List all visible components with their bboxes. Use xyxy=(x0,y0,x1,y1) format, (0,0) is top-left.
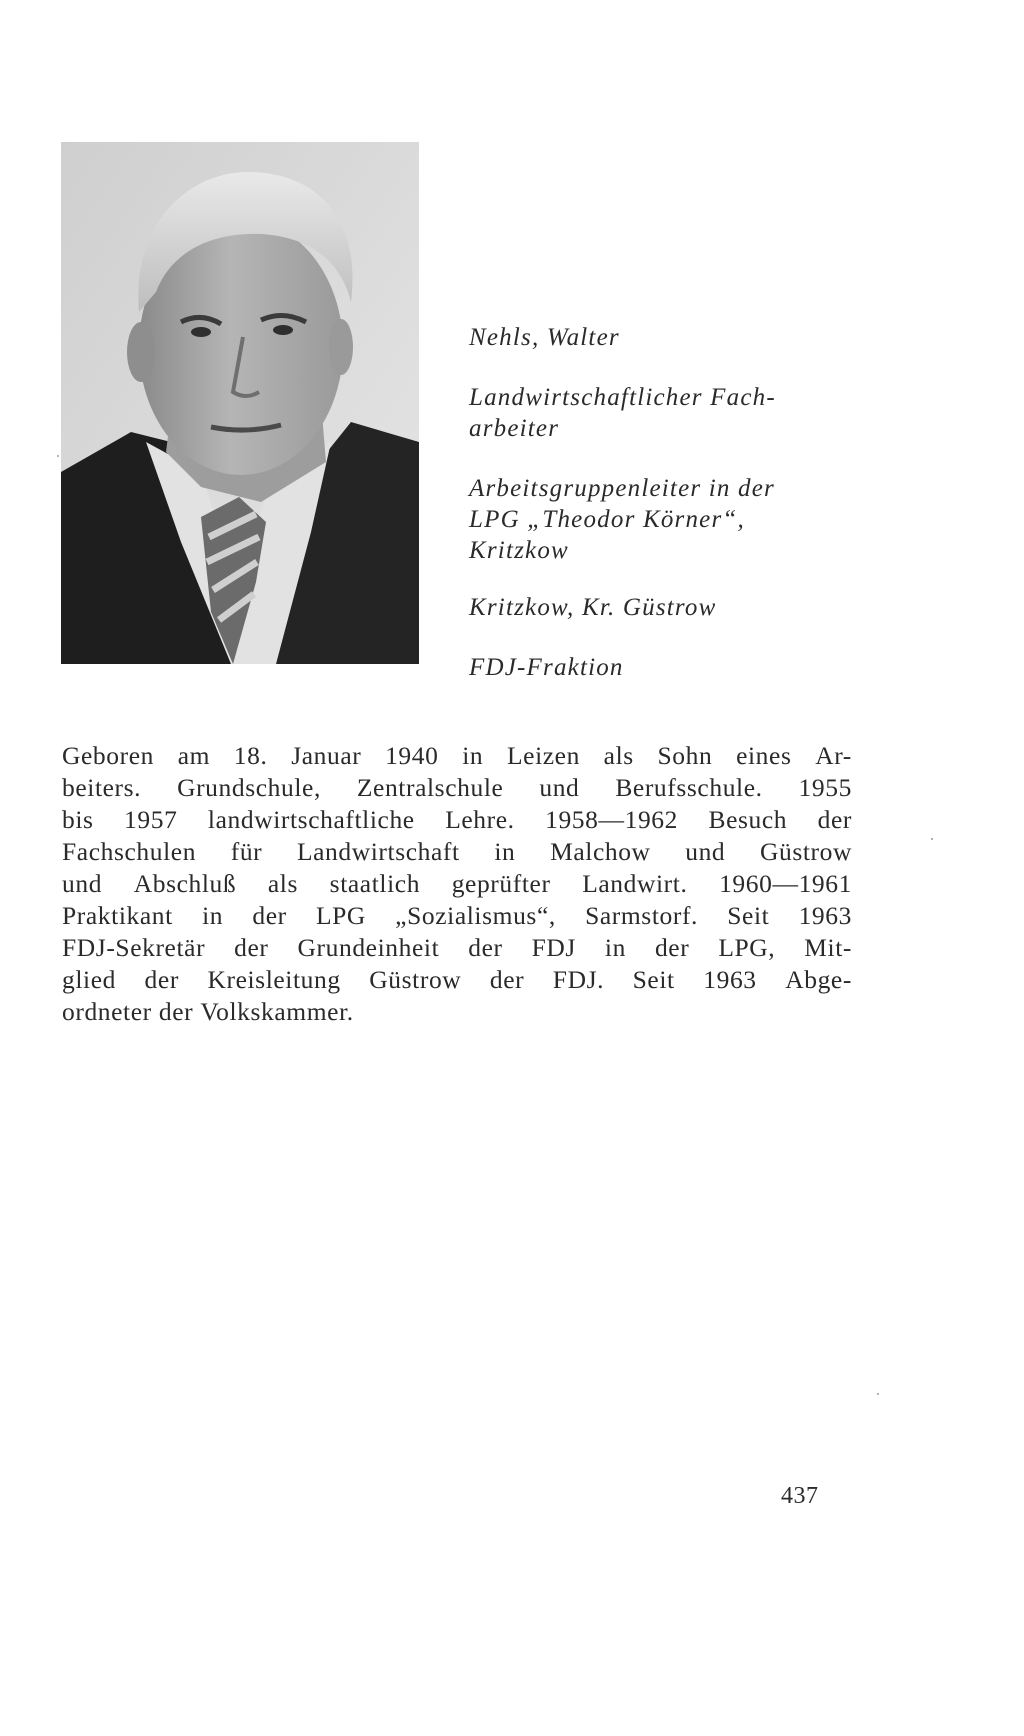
occupation-line: arbeiter xyxy=(469,415,560,442)
biography-word: 1958—1962 xyxy=(545,805,679,834)
scan-speck xyxy=(931,838,933,840)
biography-word: Leizen xyxy=(506,741,580,770)
biography-word: Malchow xyxy=(550,837,651,866)
biography-word: Landwirt. xyxy=(582,869,688,898)
biography-word: der xyxy=(144,965,179,994)
biography-word: Geboren xyxy=(62,741,154,770)
biography-word: Praktikant xyxy=(62,901,173,930)
biography-word: und xyxy=(539,773,580,802)
biography-line xyxy=(62,964,852,996)
residence: Kritzkow, Kr. Güstrow xyxy=(469,594,717,621)
biography-word: und xyxy=(685,837,726,866)
biography-word: 1960—1961 xyxy=(719,869,852,898)
position-line: Arbeitsgruppenleiter in der xyxy=(469,475,775,502)
biography-word: Grundschule, xyxy=(177,773,321,802)
job-position xyxy=(469,473,869,566)
biography-word: der xyxy=(252,901,287,930)
biography-word: 1963 xyxy=(703,965,757,994)
scan-speck xyxy=(877,1393,879,1395)
biography-word: Landwirtschaft xyxy=(296,837,460,866)
biography-word: ordneter xyxy=(62,997,152,1026)
biography-word: der xyxy=(468,933,503,962)
page-number: 437 xyxy=(781,1483,819,1509)
biography-word: 1957 xyxy=(124,805,178,834)
biography-line xyxy=(62,836,852,868)
biography-word: der xyxy=(654,933,690,962)
biography-word: FDJ-Sekretär xyxy=(62,933,206,962)
biography-word: LPG, xyxy=(718,933,776,962)
biography-word: Lehre. xyxy=(445,805,515,834)
biography-word: für xyxy=(230,837,263,866)
biography-word: am xyxy=(177,741,211,770)
biography-word: Januar xyxy=(291,741,362,770)
biography-word: Sohn xyxy=(657,741,713,770)
biography-word: Abschluß xyxy=(133,869,237,898)
biography-line xyxy=(62,772,852,804)
biography-line xyxy=(62,740,852,772)
biography-word: 18. xyxy=(233,741,268,770)
biography-word: in xyxy=(202,901,224,930)
occupation-line: Landwirtschaftlicher Fach- xyxy=(469,384,776,411)
biography-word: Güstrow xyxy=(369,965,462,994)
biography-word: Besuch xyxy=(708,805,788,834)
biography-word: Mit- xyxy=(804,933,852,962)
portrait-illustration xyxy=(61,142,419,664)
occupation xyxy=(469,382,869,444)
biography-line xyxy=(62,996,852,1028)
person-name: Nehls, Walter xyxy=(469,324,620,351)
portrait-photo xyxy=(61,142,419,664)
biography-word: und xyxy=(62,869,103,898)
biography-word: als xyxy=(267,869,299,898)
biography-word: 1940 xyxy=(385,741,439,770)
parliamentary-fraction: FDJ-Fraktion xyxy=(469,654,624,681)
biography-word: FDJ. xyxy=(552,965,605,994)
biography-word: bis xyxy=(62,805,94,834)
biography-word: der xyxy=(489,965,525,994)
biography-word: staatlich xyxy=(329,869,421,898)
biography-word: 1963 xyxy=(798,901,852,930)
biography-word: 1955 xyxy=(798,773,852,802)
biography-word: der xyxy=(158,997,194,1026)
biography-word: beiters. xyxy=(62,773,142,802)
biography-word: eines xyxy=(736,741,792,770)
caption-block xyxy=(469,322,869,683)
biography-word: Seit xyxy=(632,965,675,994)
biography-word: FDJ xyxy=(531,933,576,962)
biography-word: landwirtschaftliche xyxy=(207,805,415,834)
position-line: Kritzkow xyxy=(469,537,569,564)
biography-line xyxy=(62,932,852,964)
biography-word: Kreisleitung xyxy=(207,965,341,994)
biography-line xyxy=(62,868,852,900)
biography-word: in xyxy=(462,741,484,770)
biography-word: Sarmstorf. xyxy=(585,901,699,930)
position-line: LPG „Theodor Körner“, xyxy=(469,506,745,533)
biography-word: Güstrow xyxy=(759,837,852,866)
biography-line xyxy=(62,804,852,836)
biography-line xyxy=(62,900,852,932)
biography-word: LPG xyxy=(315,901,366,930)
biography-word: Fachschulen xyxy=(62,837,197,866)
biography-word: Abge- xyxy=(785,965,852,994)
biography-word: Seit xyxy=(727,901,770,930)
biography-word: der xyxy=(817,805,852,834)
scan-speck xyxy=(57,455,59,457)
biography-word: glied xyxy=(62,965,116,994)
biography-word: „Sozialismus“, xyxy=(395,901,556,930)
biography-word: in xyxy=(494,837,516,866)
biography-paragraph xyxy=(62,740,852,1028)
biography-word: Volkskammer. xyxy=(200,997,354,1026)
biography-word: Ar- xyxy=(815,741,852,770)
biography-word: in xyxy=(604,933,626,962)
biography-word: Berufsschule. xyxy=(615,773,763,802)
biography-word: der xyxy=(234,933,269,962)
biography-word: Grundeinheit xyxy=(297,933,440,962)
biography-word: Zentralschule xyxy=(356,773,504,802)
biography-word: als xyxy=(603,741,634,770)
biography-word: geprüfter xyxy=(451,869,551,898)
